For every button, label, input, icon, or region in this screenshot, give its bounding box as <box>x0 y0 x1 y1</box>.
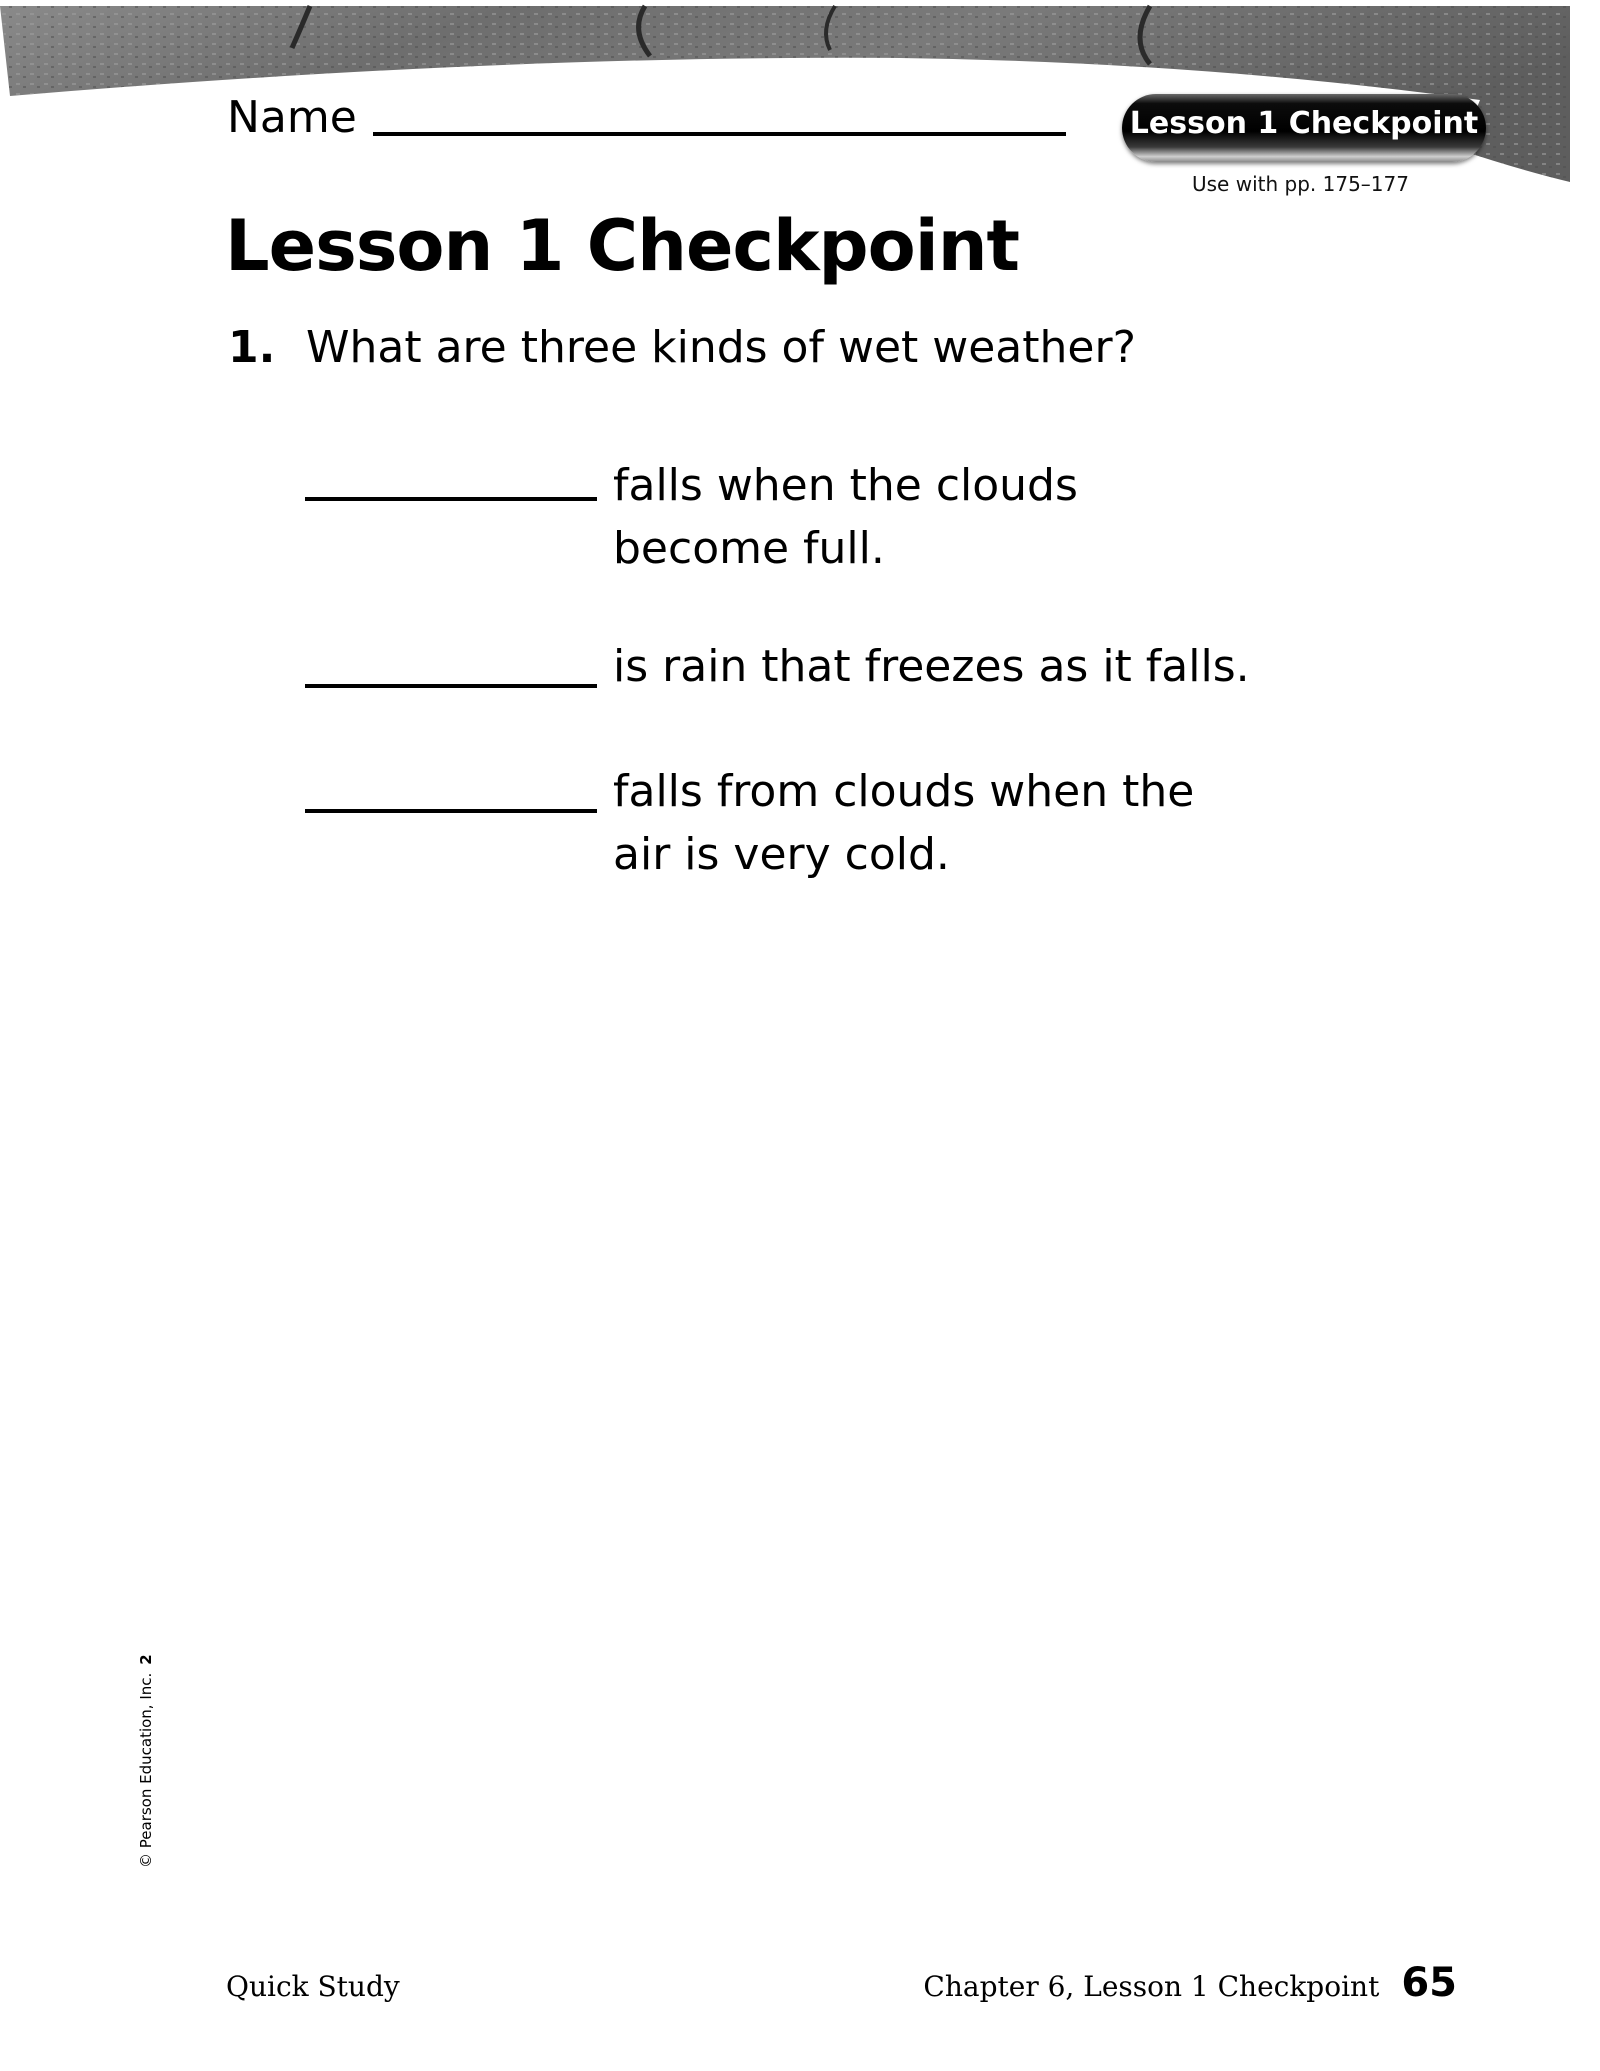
item-text: is rain that freezes as it falls. <box>613 641 1250 692</box>
item-text: falls from clouds when the air is very cold. <box>613 766 1195 880</box>
lesson-badge <box>1122 94 1486 162</box>
page-reference: Use with pp. 175–177 <box>1192 172 1409 196</box>
copyright-notice <box>137 1654 155 1868</box>
copyright-text: © Pearson Education, Inc. <box>137 1672 155 1868</box>
grade-number: 2 <box>137 1654 155 1665</box>
page-number: 65 <box>1401 1960 1457 2006</box>
fill-in-item <box>305 635 1253 698</box>
fill-in-item <box>305 760 1253 886</box>
item-text: falls when the clouds become full. <box>613 460 1078 574</box>
name-field <box>227 92 1066 144</box>
page-title: Lesson 1 Checkpoint <box>225 205 1019 287</box>
question-number: 1. <box>228 322 276 373</box>
fill-in-item <box>305 454 1253 580</box>
name-label: Name <box>227 92 357 143</box>
footer-book-title: Quick Study <box>226 1970 400 2003</box>
lesson-badge-label: Lesson 1 Checkpoint <box>1129 105 1479 141</box>
answer-blank[interactable] <box>305 809 597 813</box>
name-input-line[interactable] <box>373 132 1066 136</box>
question-text: What are three kinds of wet weather? <box>306 322 1136 373</box>
answer-blank[interactable] <box>305 497 597 501</box>
footer-chapter-label: Chapter 6, Lesson 1 Checkpoint <box>923 1970 1380 2003</box>
footer-chapter-info <box>923 1960 1457 2006</box>
answer-blank[interactable] <box>305 684 597 688</box>
question-1 <box>228 318 1136 378</box>
